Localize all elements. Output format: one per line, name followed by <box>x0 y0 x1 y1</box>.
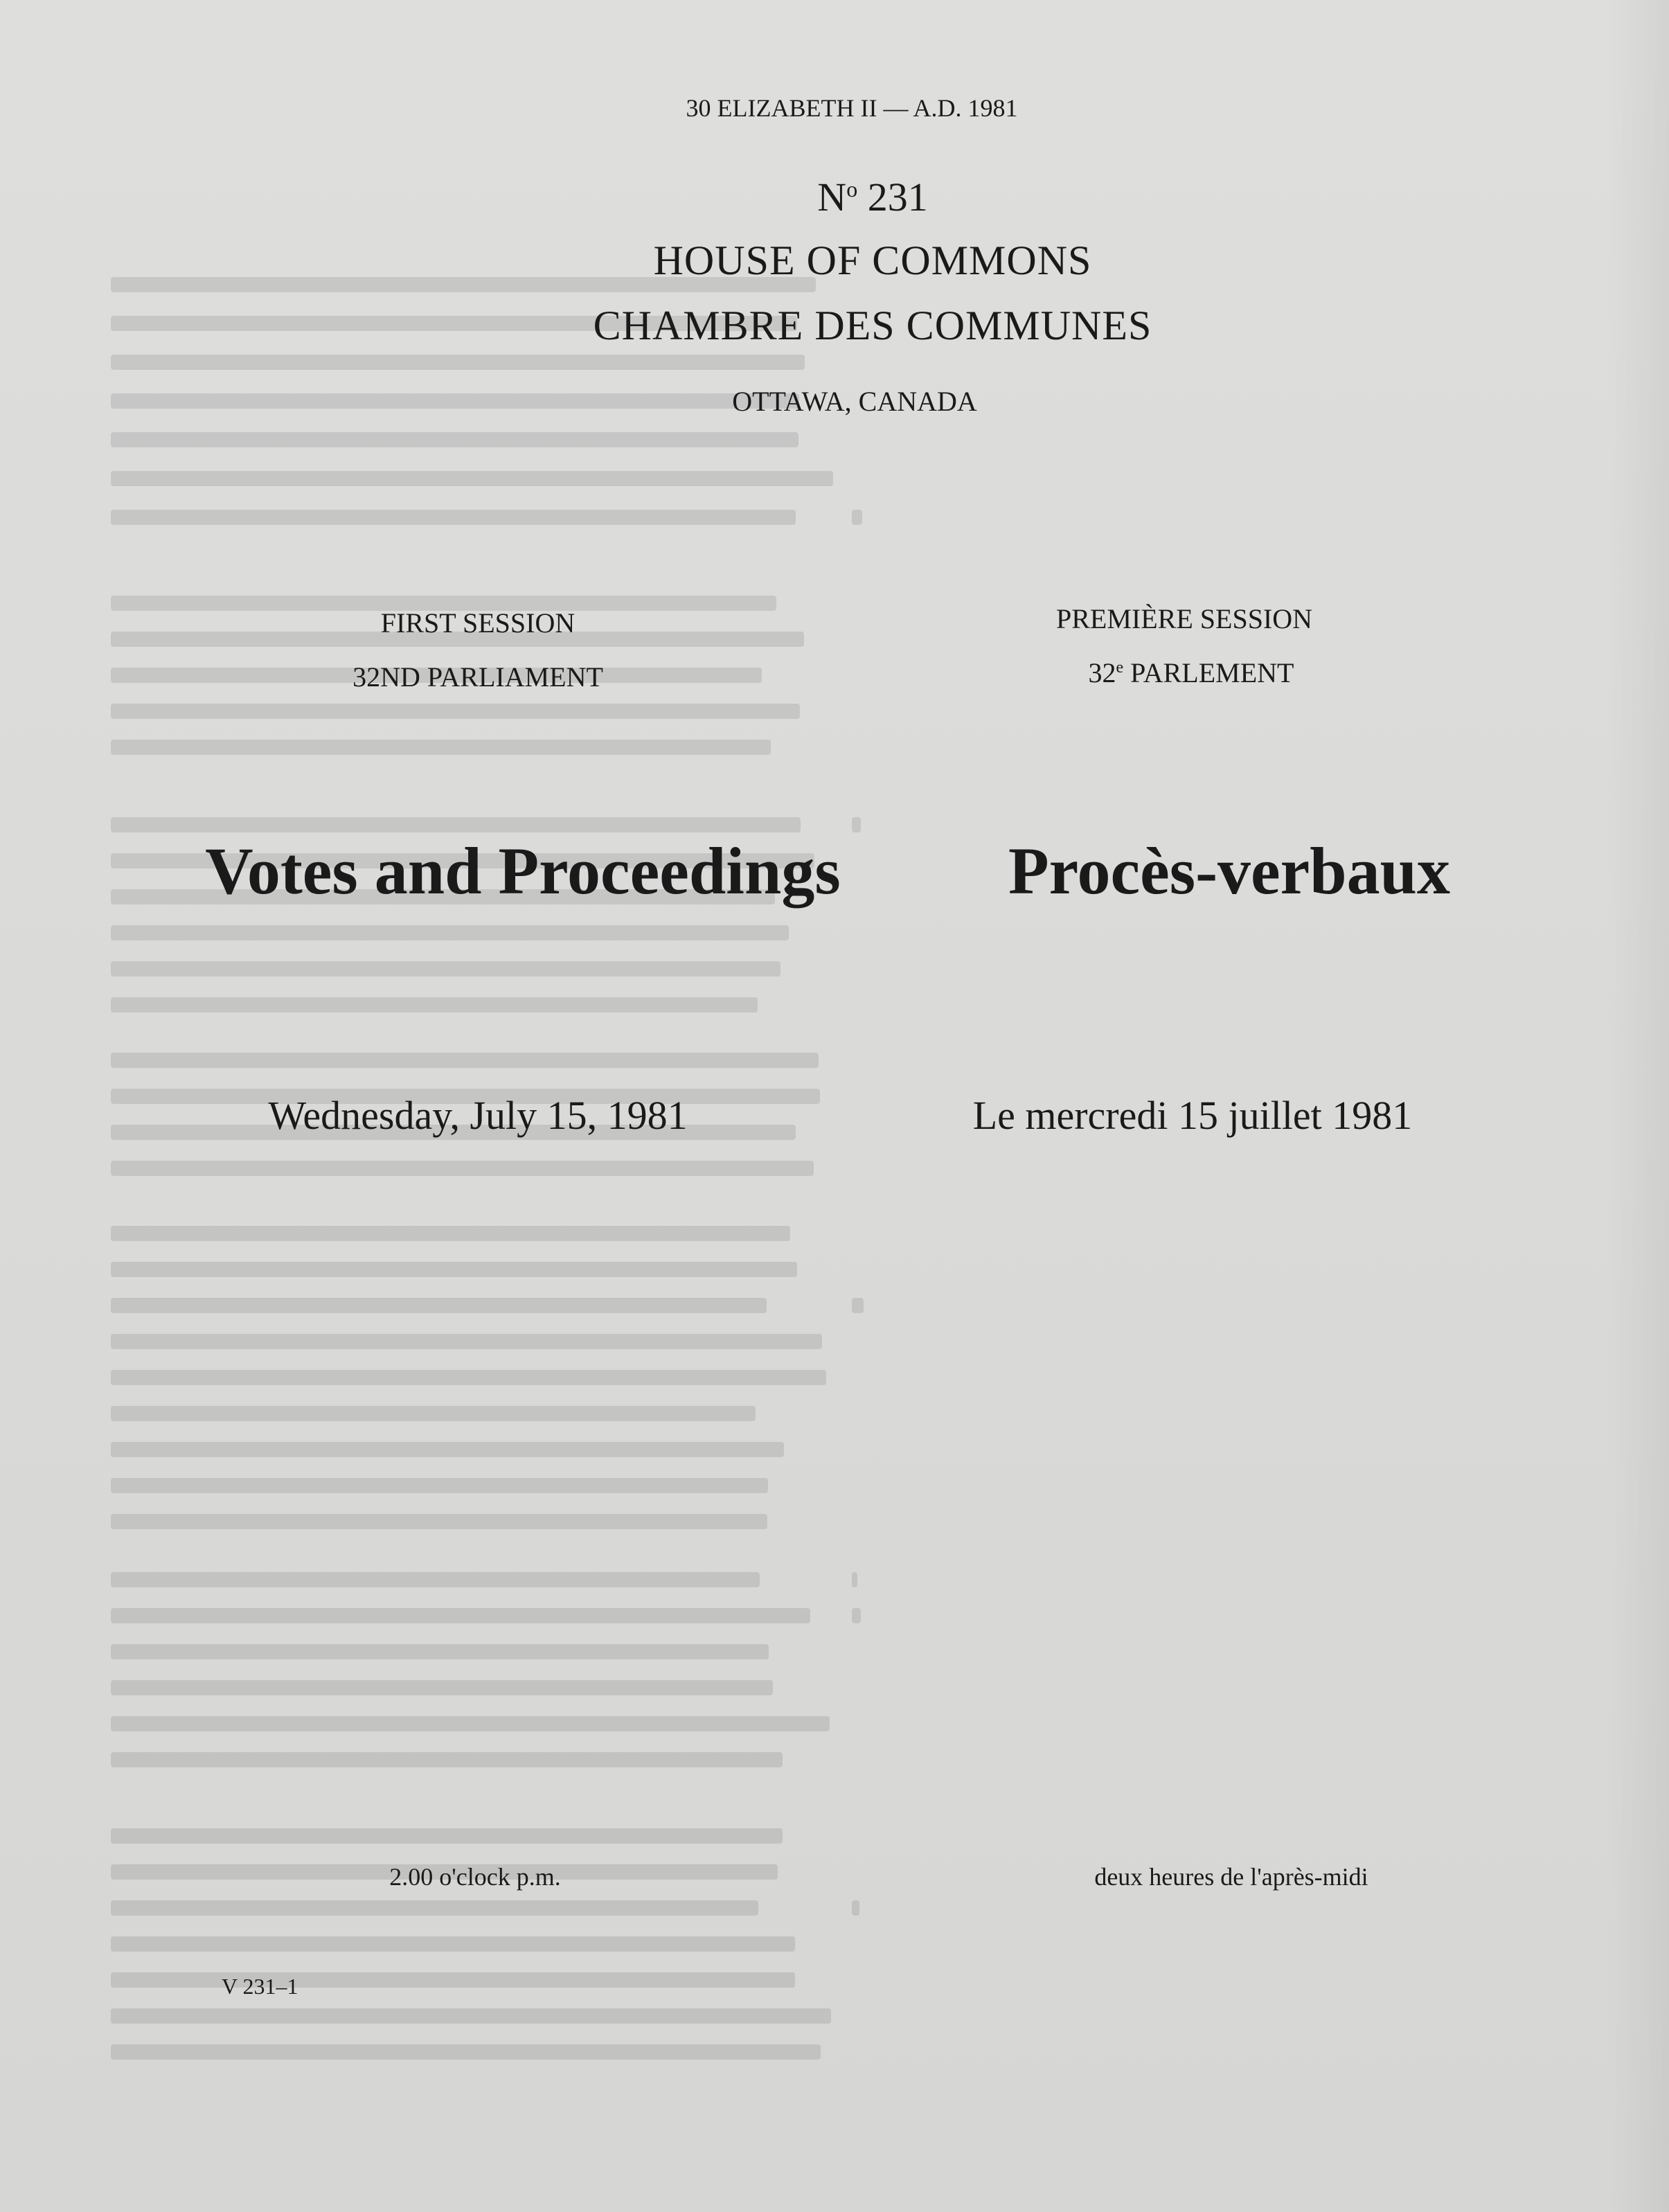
issue-number: $N^o$ 231 <box>817 175 928 220</box>
show-through-line <box>111 2008 831 2024</box>
show-through-line <box>111 1514 767 1529</box>
show-through-line <box>111 1972 795 1988</box>
show-through-line <box>852 1608 861 1623</box>
show-through-line <box>111 1370 826 1385</box>
sitting-time-english: 2.00 o'clock p.m. <box>389 1863 561 1891</box>
date-english: Wednesday, July 15, 1981 <box>268 1093 688 1138</box>
show-through-line <box>111 471 833 486</box>
show-through-line <box>852 817 861 832</box>
show-through-line <box>111 1442 784 1457</box>
show-through-line <box>111 2044 821 2060</box>
show-through-line <box>111 355 805 370</box>
parliament-english: 32ND PARLIAMENT <box>352 661 603 693</box>
show-through-line <box>111 1298 767 1313</box>
show-through-line <box>111 1716 830 1731</box>
show-through-line <box>111 1900 758 1916</box>
show-through-line <box>111 997 758 1013</box>
regnal-year: 30 ELIZABETH II — A.D. 1981 <box>686 94 1018 122</box>
show-through-line <box>111 1226 790 1241</box>
page-code: V 231–1 <box>222 1974 298 1999</box>
show-through-line <box>111 1053 819 1068</box>
show-through-line <box>111 1752 783 1767</box>
show-through-line <box>852 1298 864 1313</box>
show-through-line <box>852 1900 859 1916</box>
show-through-line <box>111 925 789 940</box>
show-through-line <box>111 1161 814 1176</box>
parliament-french: 32e PARLEMENT <box>1088 657 1294 688</box>
show-through-line <box>111 1936 795 1952</box>
show-through-line <box>111 1608 810 1623</box>
house-name-english: HOUSE OF COMMONS <box>653 238 1092 283</box>
show-through-line <box>111 1680 773 1695</box>
show-through-line <box>852 1572 857 1587</box>
show-through-line <box>111 704 800 719</box>
date-french: Le mercredi 15 juillet 1981 <box>972 1093 1413 1138</box>
show-through-line <box>111 1334 822 1349</box>
title-french: Procès-verbaux <box>1008 834 1451 908</box>
show-through-line <box>111 1406 756 1421</box>
show-through-line <box>111 1572 760 1587</box>
city-location: OTTAWA, CANADA <box>732 386 977 417</box>
show-through-line <box>111 817 801 832</box>
session-french: PREMIÈRE SESSION <box>1055 603 1313 634</box>
sitting-time-french: deux heures de l'après-midi <box>1094 1863 1368 1891</box>
show-through-line <box>111 432 798 447</box>
show-through-line <box>111 1262 797 1277</box>
show-through-line <box>111 740 771 755</box>
show-through-line <box>111 393 799 409</box>
show-through-line <box>111 510 796 525</box>
show-through-line <box>852 510 862 525</box>
show-through-line <box>111 1828 783 1844</box>
show-through-line <box>111 1644 769 1659</box>
session-english: FIRST SESSION <box>380 607 575 639</box>
show-through-line <box>111 961 780 976</box>
page-edge-shadow <box>1607 0 1669 2212</box>
show-through-line <box>111 1478 768 1493</box>
house-name-french: CHAMBRE DES COMMUNES <box>593 303 1152 348</box>
title-english: Votes and Proceedings <box>205 834 841 908</box>
